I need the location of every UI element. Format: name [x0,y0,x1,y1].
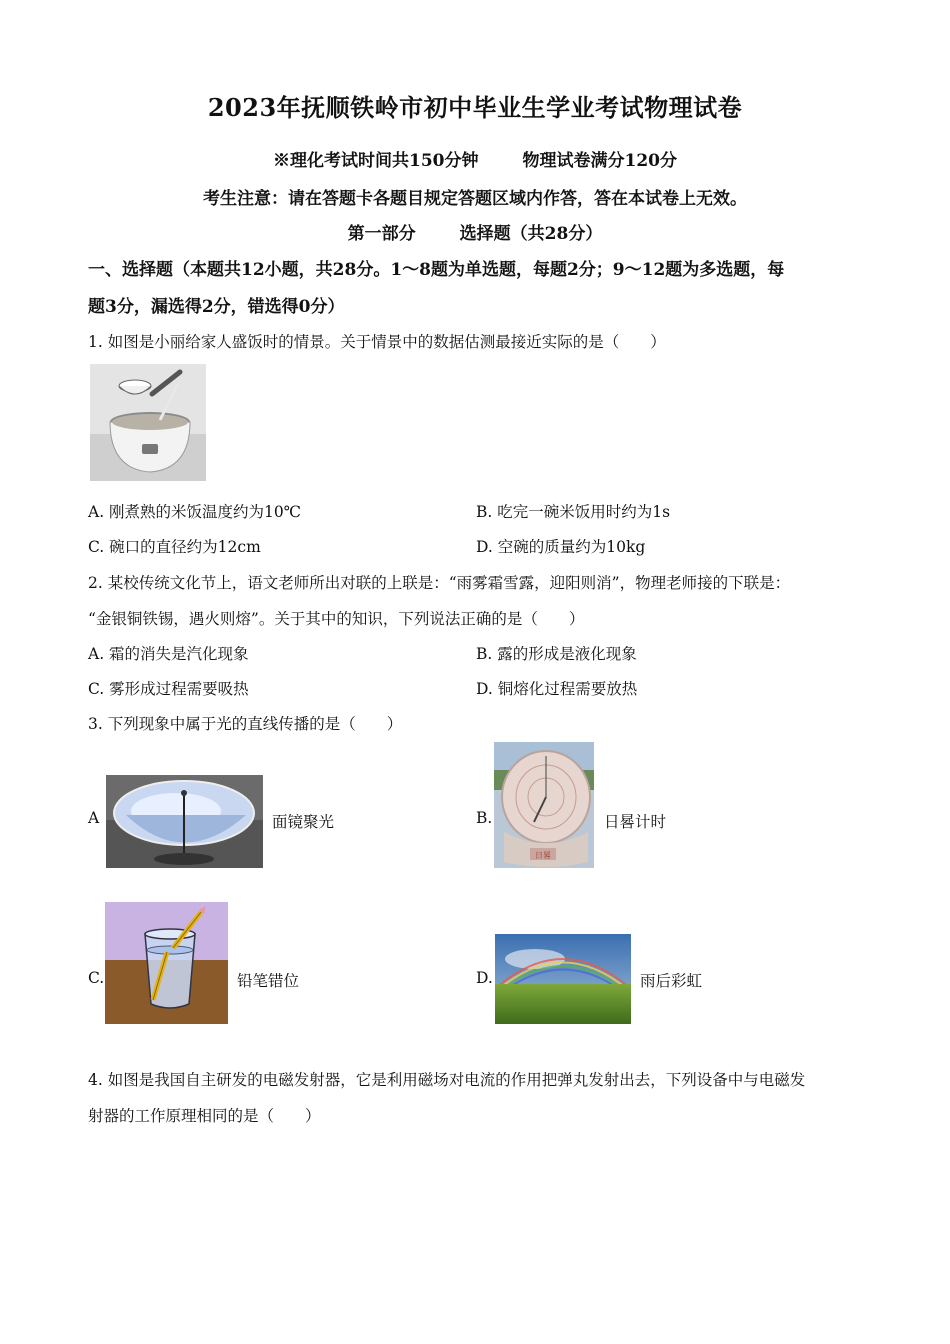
q2-stem-line1: 2. 某校传统文化节上，语文老师所出对联的上联是：“雨雾霜雪露，迎阳则消”，物理老师接的下联是： [88,574,791,592]
exam-info [0,146,950,171]
q3-stem: 3. 下列现象中属于光的直线传播的是（ ） [88,715,403,733]
q3-option-b-caption: 日晷计时 [604,813,667,831]
q4-stem-line1: 4. 如图是我国自主研发的电磁发射器，它是利用磁场对电流的作用把弹丸发射出去，下列设备中与电磁发 [88,1071,806,1089]
sundial-plate-text: 日晷 [535,851,551,860]
q1-option-c: C. 碗口的直径约为12cm [88,538,261,556]
part-name: 第一部分 [347,224,416,244]
part-heading [0,219,950,244]
q3-option-c-letter: C. [88,969,105,987]
q3-option-a-letter: A [88,809,100,827]
section-heading-line1: 一、选择题（本题共12小题，共28分。1～8题为单选题，每题2分；9～12题为多选题，每 [88,260,785,280]
q3-option-a-caption: 面镜聚光 [272,813,335,831]
exam-title: 2023年抚顺铁岭市初中毕业生学业考试物理试卷 [207,93,743,122]
q1-option-b: B. 吃完一碗米饭用时约为1s [476,503,671,521]
exam-notice: 考生注意：请在答题卡各题目规定答题区域内作答，答在本试卷上无效。 [203,189,747,209]
section-heading-line2: 题3分，漏选得2分，错选得0分） [88,297,345,317]
q3-option-c-caption: 铅笔错位 [237,972,300,990]
q2-stem-line2: “金银铜铁锡，遇火则熔”。关于其中的知识，下列说法正确的是（ ） [88,610,585,628]
q1-option-d: D. 空碗的质量约为10kg [476,538,646,556]
q1-option-a: A. 刚煮熟的米饭温度约为10℃ [88,503,302,521]
rice-cooker-photo [90,364,206,481]
q2-option-a: A. 霜的消失是汽化现象 [88,645,249,663]
q2-option-d: D. 铜熔化过程需要放热 [476,680,638,698]
exam-time: ※理化考试时间共150分钟 [273,151,479,171]
q1-stem: 1. 如图是小丽给家人盛饭时的情景。关于情景中的数据估测最接近实际的是（ ） [88,333,666,351]
sundial-photo [494,742,594,868]
q3-option-b-letter: B. [476,809,493,827]
q3-option-d-letter: D. [476,969,493,987]
exam-score: 物理试卷满分120分 [522,151,677,171]
q2-option-c: C. 雾形成过程需要吸热 [88,680,249,698]
q2-option-b: B. 露的形成是液化现象 [476,645,637,663]
q3-option-d-caption: 雨后彩虹 [640,972,703,990]
q4-stem-line2: 射器的工作原理相同的是（ ） [88,1107,321,1125]
concave-mirror-photo [106,775,263,868]
part-desc: 选择题（共28分） [459,224,603,244]
rainbow-photo [495,934,631,1024]
pencil-in-glass-illustration [105,902,228,1024]
